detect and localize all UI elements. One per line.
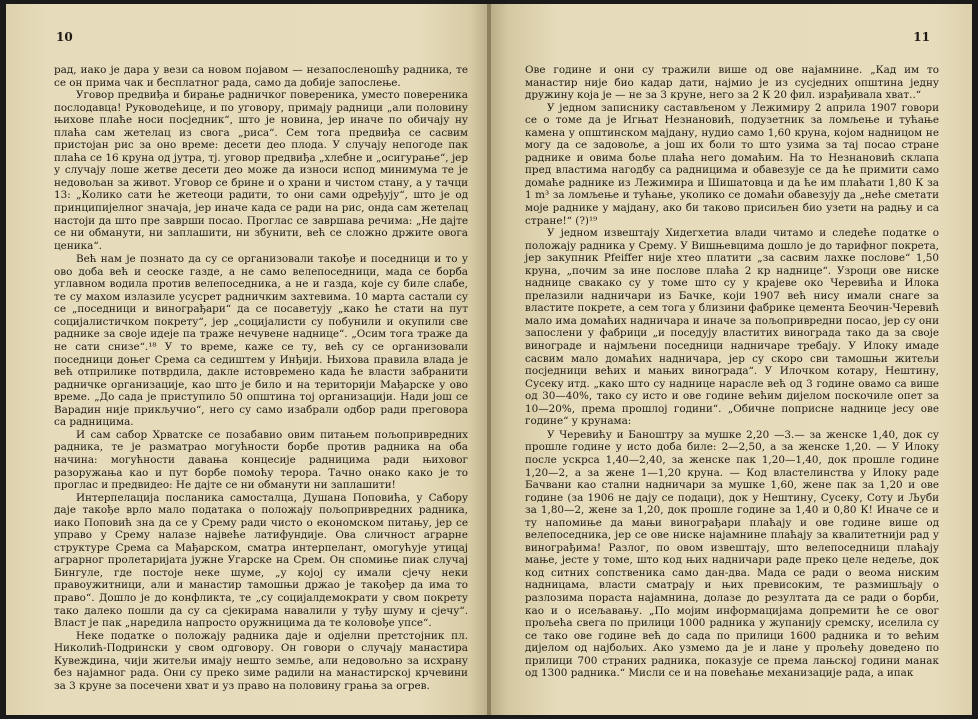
left-page	[6, 4, 489, 715]
page-number-right: 11	[913, 30, 930, 44]
paragraph: И сам сабор Хрватске се позабавио овим питањем пољопривредних радника, те је разматрао могућности борбе против радника на оба начина: могућности давања концесије радницима ради њиховог разоружања као и пут борбе помоћу терора. Тачно онако како је то проглас и предвидео: Не дајте се ни обманути ни заплашити!	[54, 428, 468, 492]
paragraph: Ове године и они су тражили више од ове најамнине. „Кад им то манастир није био кадар дати, најмио је из сусједних општина једну дружину која је — не за 3 круне, него за 2 К 20 фил. израђивала хват..“	[525, 64, 939, 102]
paragraph: рад, иако је дара у вези са новом појавом — незапосленошћу радника, те се он прима чак и бесплатног рада, само да добије запослење.	[54, 64, 468, 89]
paragraph: У једном записнику састављеном у Лежимиру 2 априла 1907 говори се о томе да је Игњат Незнановић, подузетник за ломљење и тућање камена у општинском мајдану, нудио само 1,60 круна, којом надницом не могу да се задовоље, а још их боли то што узима за тај посао стране раднике и овима боље плаћа него домаћим. На то Незнановић склапа пред властима нагодбу са радницима и обавезује се да ће примити само домаће раднике из Лежимира и Шишатовца и да ће им плаћати 1,80 К за 1 m³ за ломљење и тућање, уколико се домаћи обавезују да „неће сметати моје раднике у мајдану, ако би таково присиљен био узети на радњу и са стране!“ (?)¹⁹	[525, 101, 939, 227]
right-page	[489, 4, 972, 715]
paragraph: Уговор предвиђа и бирање радничког повереника, уместо повереника послодавца! Руководећице, и по уговору, примају радници „али половину њихове плаће носи посједник“, што је новина, јер иначе по обичају ну плаћа сам жетелац из свога „риса“. Сем тога предвиђа се сасвим пристојан рис за оно време: десети део плода. У случају непогоде пак плаћа се 16 круна од јутра, тј. уговор предвиђа „хлебне и „осигурање“, јер у случају лоше жетве десети део може да износи испод минимума те је недовољан за живот. Уговор се брине и о храни и чистом стану, а у тачци 13: „Колико сати ће жетеоци радити, то они сами одређују“, што је од принципијелног значаја, јер иначе када се ради на рис, онда сам жетелац настоји да што пре заврши посао. Проглас се завршава речима: „Не дајте се ни обманути, ни заплашити, ни збунити, већ се сложно држите овога ценика“.	[54, 89, 468, 252]
paragraph: У Черевићу и Баноштру за мушке 2,20 —3.— за женске 1,40, док су прошле године у исто доба биле: 2—2,50, а за женске 1,20. — У Илоку после ускрса 1,40—2,40, за женске пак 1,20—1,40, док прошле године 1,20—2, а за жене 1—1,20 круна. — Код властелинства у Илоку раде Бачвани као стални надничари за мушке 1,60, жене пак за 1,20 и ове године (за 1906 не дају се подаци), док у Нештину, Сусеку, Соту и Љуби за 1,80—2, жене за 1,20, док прошле године за 1,40 и 0,80 К! Иначе се и ту напомиње да мањи винограђари плаћају и ове године више од велепоседника, јер се ове ниске најамнине плаћају за квалитетнији рад у винограђима! Разлог, по овом извештају, што велепоседници плаћају мање, јесте у томе, што код њих надничари раде преко целе недеље, док код ситних сопственика само дан-два. Мада се ради о веома ниским надницама, власти сматрају и њих превисоким, те размишљају о разлозима пораста најамнина, долазе до резултата да се ради о борби, као и о исељавању. „По мојим информацијама допремити ће се овог прољећа свега по прилици 1000 радника у жупанију сремску, иселила су се тако ове године већ до сада по прилици 1600 радника и то већим дијелом од најбољих. Ако узмемо да је и лане у прољећу доведено по прилици 700 страних радника, показује се према лањској години манак од 1300 радника.“ Мисли се и на повећање механизације рада, а ипак	[525, 428, 939, 680]
book-spread	[6, 4, 972, 715]
page-number-left: 10	[56, 30, 73, 44]
book-gutter	[487, 4, 491, 715]
left-page-text	[54, 64, 468, 692]
paragraph: Већ нам је познато да су се организовали такође и поседници и то у ово доба већ и сеоске газде, а не само велепоседници, мада се борба углавном водила против велепоседника, а не и газда, које су биле слабе, те су махом излазиле усусрет радничким захтевима. 10 марта састали су се „поседници и винограђари“ да се посаветују „како ће стати на пут социјалистичком покрету“, јер „социјалисти су побунили и окупили све раднике за своје идеје па траже нечувене наднице“. „Осим тога траже да не сати снизе“.¹⁸ У то време, каже се ту, већ су се организовали поседници доњег Срема са седиштем у Инђији. Њихова правила влада је већ отприлике потврдила, дакле истовремено када ће власти забранити радничке организације, као што је било и на територији Мађарске у ово време. „До сада је приступило 50 општина тој организацији. Нади још се Варадин није прикључио“, него су само изабрали одбор ради преговора са радницима.	[54, 253, 468, 429]
right-page-text	[525, 64, 939, 680]
paragraph: Неке податке о положају радника даје и одјелни претстојник пл. Николић-Подрински у свом одговору. Он говори о случају манастира Кувеждина, чији житељи имају нешто земље, али недовољно за исхрану без најамног рада. Они су преко зиме радили на манастирској крчевини за 3 круне за посечени хват и уз право на половину грања за огрев.	[54, 629, 468, 692]
paragraph: Интерпелација посланика самосталца, Душана Поповића, у Сабору даје такође врло мало података о положају пољопривредних радника, иако Поповић зна да се у Срему ради чисто о економском питању, јер се управо у Срему налазе највеће латифундије. Ова сличност аграрне структуре Срема са Мађарском, сматра интерпелант, омогућује утицај аграрног пролетаријата јужне Угарске на Срем. Он спомиње пиак случај Бингуле, где постоје неке шуме, „у којој су имали сјечу неки правоужитници, али и манастир тамошњи држао је такођер да има то право“. Дошло је до конфликта, те „су социјалдемократи у свом покрету тако далеко пошли да су са сјекирама навалили у туђу шуму и сјечу“. Власт је пак „наредила напросто оружницима да те коловође упсе“.	[54, 491, 468, 630]
paragraph: У једном извештају Хидегхетиа влади читамо и следеће податке о положају радника у Срему. У Вишњевцима дошло је до тарифног покрета, јер закупник Pfeiffer није хтео платити „за сасвим лахке послове“ 1,50 круна, „почим за ине послове плаћа 2 кр наднице“. Узроци ове ниске наднице свакако су у томе што су у крајеве око Черевића и Илока прелазили надничари из Бачке, који 1907 већ нису имали снаге за властите покрете, а сем тога у близини фабрике цемента Беочин-Черевић мало има домаћих надничара и иначе за пољопривредни посао, јер су они запослени у фабрици „и поседују властитих винограда тако да за своје винограде и најмљени поседници надничаре требају. У Илоку имаде сасвим мало домаћих надничара, јер су скоро сви тамошњи житељи посједници већих и мањих винограда“. У Илочком котару, Нештину, Сусеку итд. „како што су наднице нарасле већ од 3 године овамо са више од 30—40%, тако су исто и ове године већим дијелом поскочиле опет за 10—20%, према прошлој години“. „Обичне поприсне наднице јесу ове године“ у крунама:	[525, 227, 939, 428]
